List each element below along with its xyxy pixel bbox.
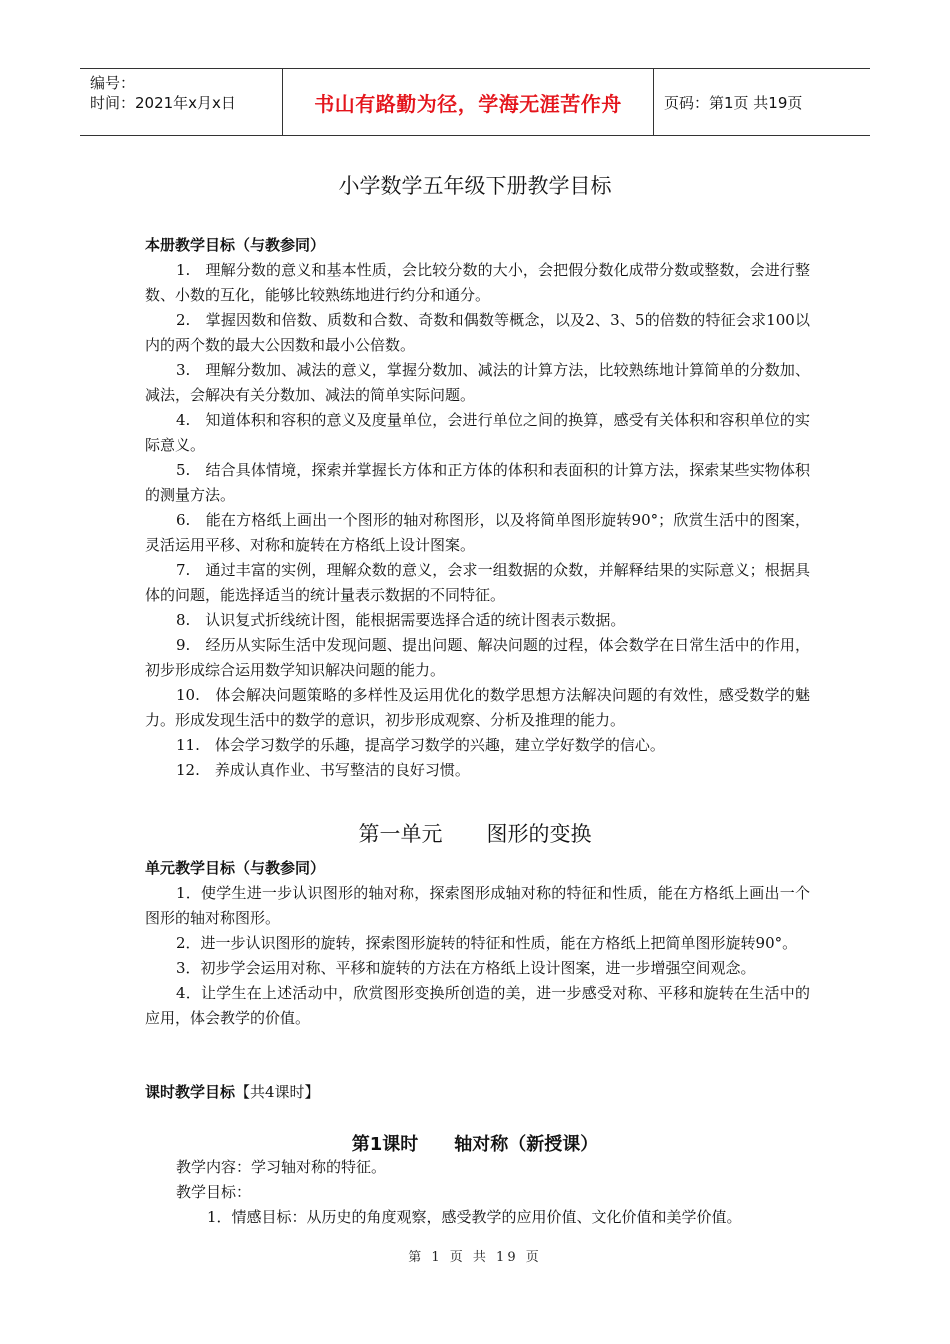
book-goal-item: 11. 体会学习数学的乐趣，提高学习数学的兴趣，建立学好数学的信心。 xyxy=(176,736,665,754)
lesson1-goal-1: 1．情感目标：从历史的角度观察，感受教学的应用价值、文化价值和美学价值。 xyxy=(207,1208,742,1226)
lesson1-goals-label: 教学目标： xyxy=(176,1183,252,1201)
book-goals-section xyxy=(145,233,810,783)
document-header xyxy=(80,68,870,136)
book-goal-item: 4. 知道体积和容积的意义及度量单位，会进行单位之间的换算，感受有关体积和容积单位的实际意义。 xyxy=(145,411,810,454)
lesson-count: 【共4课时】 xyxy=(235,1083,320,1101)
book-goal-item: 8. 认识复式折线统计图，能根据需要选择合适的统计图表示数据。 xyxy=(176,611,626,629)
book-goal-item: 5. 结合具体情境，探索并掌握长方体和正方体的体积和表面积的计算方法，探索某些实物体积的测量方法。 xyxy=(145,461,810,504)
unit-goal-item: 2．进一步认识图形的旋转，探索图形旋转的特征和性质，能在方格纸上把简单图形旋转90°。 xyxy=(176,934,798,952)
book-goal-item: 6. 能在方格纸上画出一个图形的轴对称图形，以及将简单图形旋转90°；欣赏生活中的图案，灵活运用平移、对称和旋转在方格纸上设计图案。 xyxy=(145,511,810,554)
lesson1-number: 第1课时 xyxy=(351,1134,419,1155)
number-label: 编号： xyxy=(90,74,136,92)
book-goal-item: 7. 通过丰富的实例，理解众数的意义，会求一组数据的众数，并解释结果的实际意义；根据具体的问题，能选择适当的统计量表示数据的不同特征。 xyxy=(145,561,810,604)
book-goal-item: 3. 理解分数加、减法的意义，掌握分数加、减法的计算方法，比较熟练地计算简单的分数加、减法，会解决有关分数加、减法的简单实际问题。 xyxy=(145,361,810,404)
lesson-goals-line xyxy=(145,1080,810,1105)
page-info: 页码：第1页 共19页 xyxy=(664,93,803,112)
book-goal-item: 1. 理解分数的意义和基本性质，会比较分数的大小，会把假分数化成带分数或整数，会进行整数、小数的互化，能够比较熟练地进行约分和通分。 xyxy=(145,261,810,304)
header-meta xyxy=(80,69,282,135)
unit-goal-item: 1．使学生进一步认识图形的轴对称，探索图形成轴对称的特征和性质，能在方格纸上画出一个图形的轴对称图形。 xyxy=(145,884,810,927)
book-goal-item: 12. 养成认真作业、书写整洁的良好习惯。 xyxy=(176,761,470,779)
unit-title xyxy=(0,818,950,848)
header-page-cell xyxy=(654,69,870,135)
unit-goals-section xyxy=(145,856,810,1031)
header-motto-cell xyxy=(282,69,654,135)
time-label: 时间：2021年x月x日 xyxy=(90,94,236,112)
document-title: 小学数学五年级下册教学目标 xyxy=(338,174,612,198)
unit-title-name: 图形的变换 xyxy=(486,822,592,846)
lesson-goals-heading: 课时教学目标 xyxy=(145,1083,236,1101)
book-goal-item: 2. 掌握因数和倍数、质数和合数、奇数和偶数等概念，以及2、3、5的倍数的特征会求100以内的两个数的最大公因数和最小公倍数。 xyxy=(145,311,810,354)
page-footer: 第 1 页 共 19 页 xyxy=(408,1250,542,1265)
lesson1-name: 轴对称（新授课） xyxy=(454,1134,599,1155)
unit-goal-item: 3．初步学会运用对称、平移和旋转的方法在方格纸上设计图案，进一步增强空间观念。 xyxy=(176,959,756,977)
lesson1-title xyxy=(0,1130,950,1156)
unit-title-number: 第一单元 xyxy=(358,822,443,846)
lesson1-content: 教学内容：学习轴对称的特征。 xyxy=(176,1158,387,1176)
book-goals-heading: 本册教学目标（与教参同） xyxy=(145,236,326,254)
unit-goals-heading: 单元教学目标（与教参同） xyxy=(145,859,326,877)
lesson1-body xyxy=(145,1155,810,1230)
book-goal-item: 9. 经历从实际生活中发现问题、提出问题、解决问题的过程，体会数学在日常生活中的作用，初步形成综合运用数学知识解决问题的能力。 xyxy=(145,636,810,679)
unit-goal-item: 4．让学生在上述活动中，欣赏图形变换所创造的美，进一步感受对称、平移和旋转在生活中的应用，体会教学的价值。 xyxy=(145,984,810,1027)
book-goal-item: 10. 体会解决问题策略的多样性及运用优化的数学思想方法解决问题的有效性，感受数学的魅力。形成发现生活中的数学的意识，初步形成观察、分析及推理的能力。 xyxy=(145,686,810,729)
motto: 书山有路勤为径，学海无涯苦作舟 xyxy=(314,91,622,116)
